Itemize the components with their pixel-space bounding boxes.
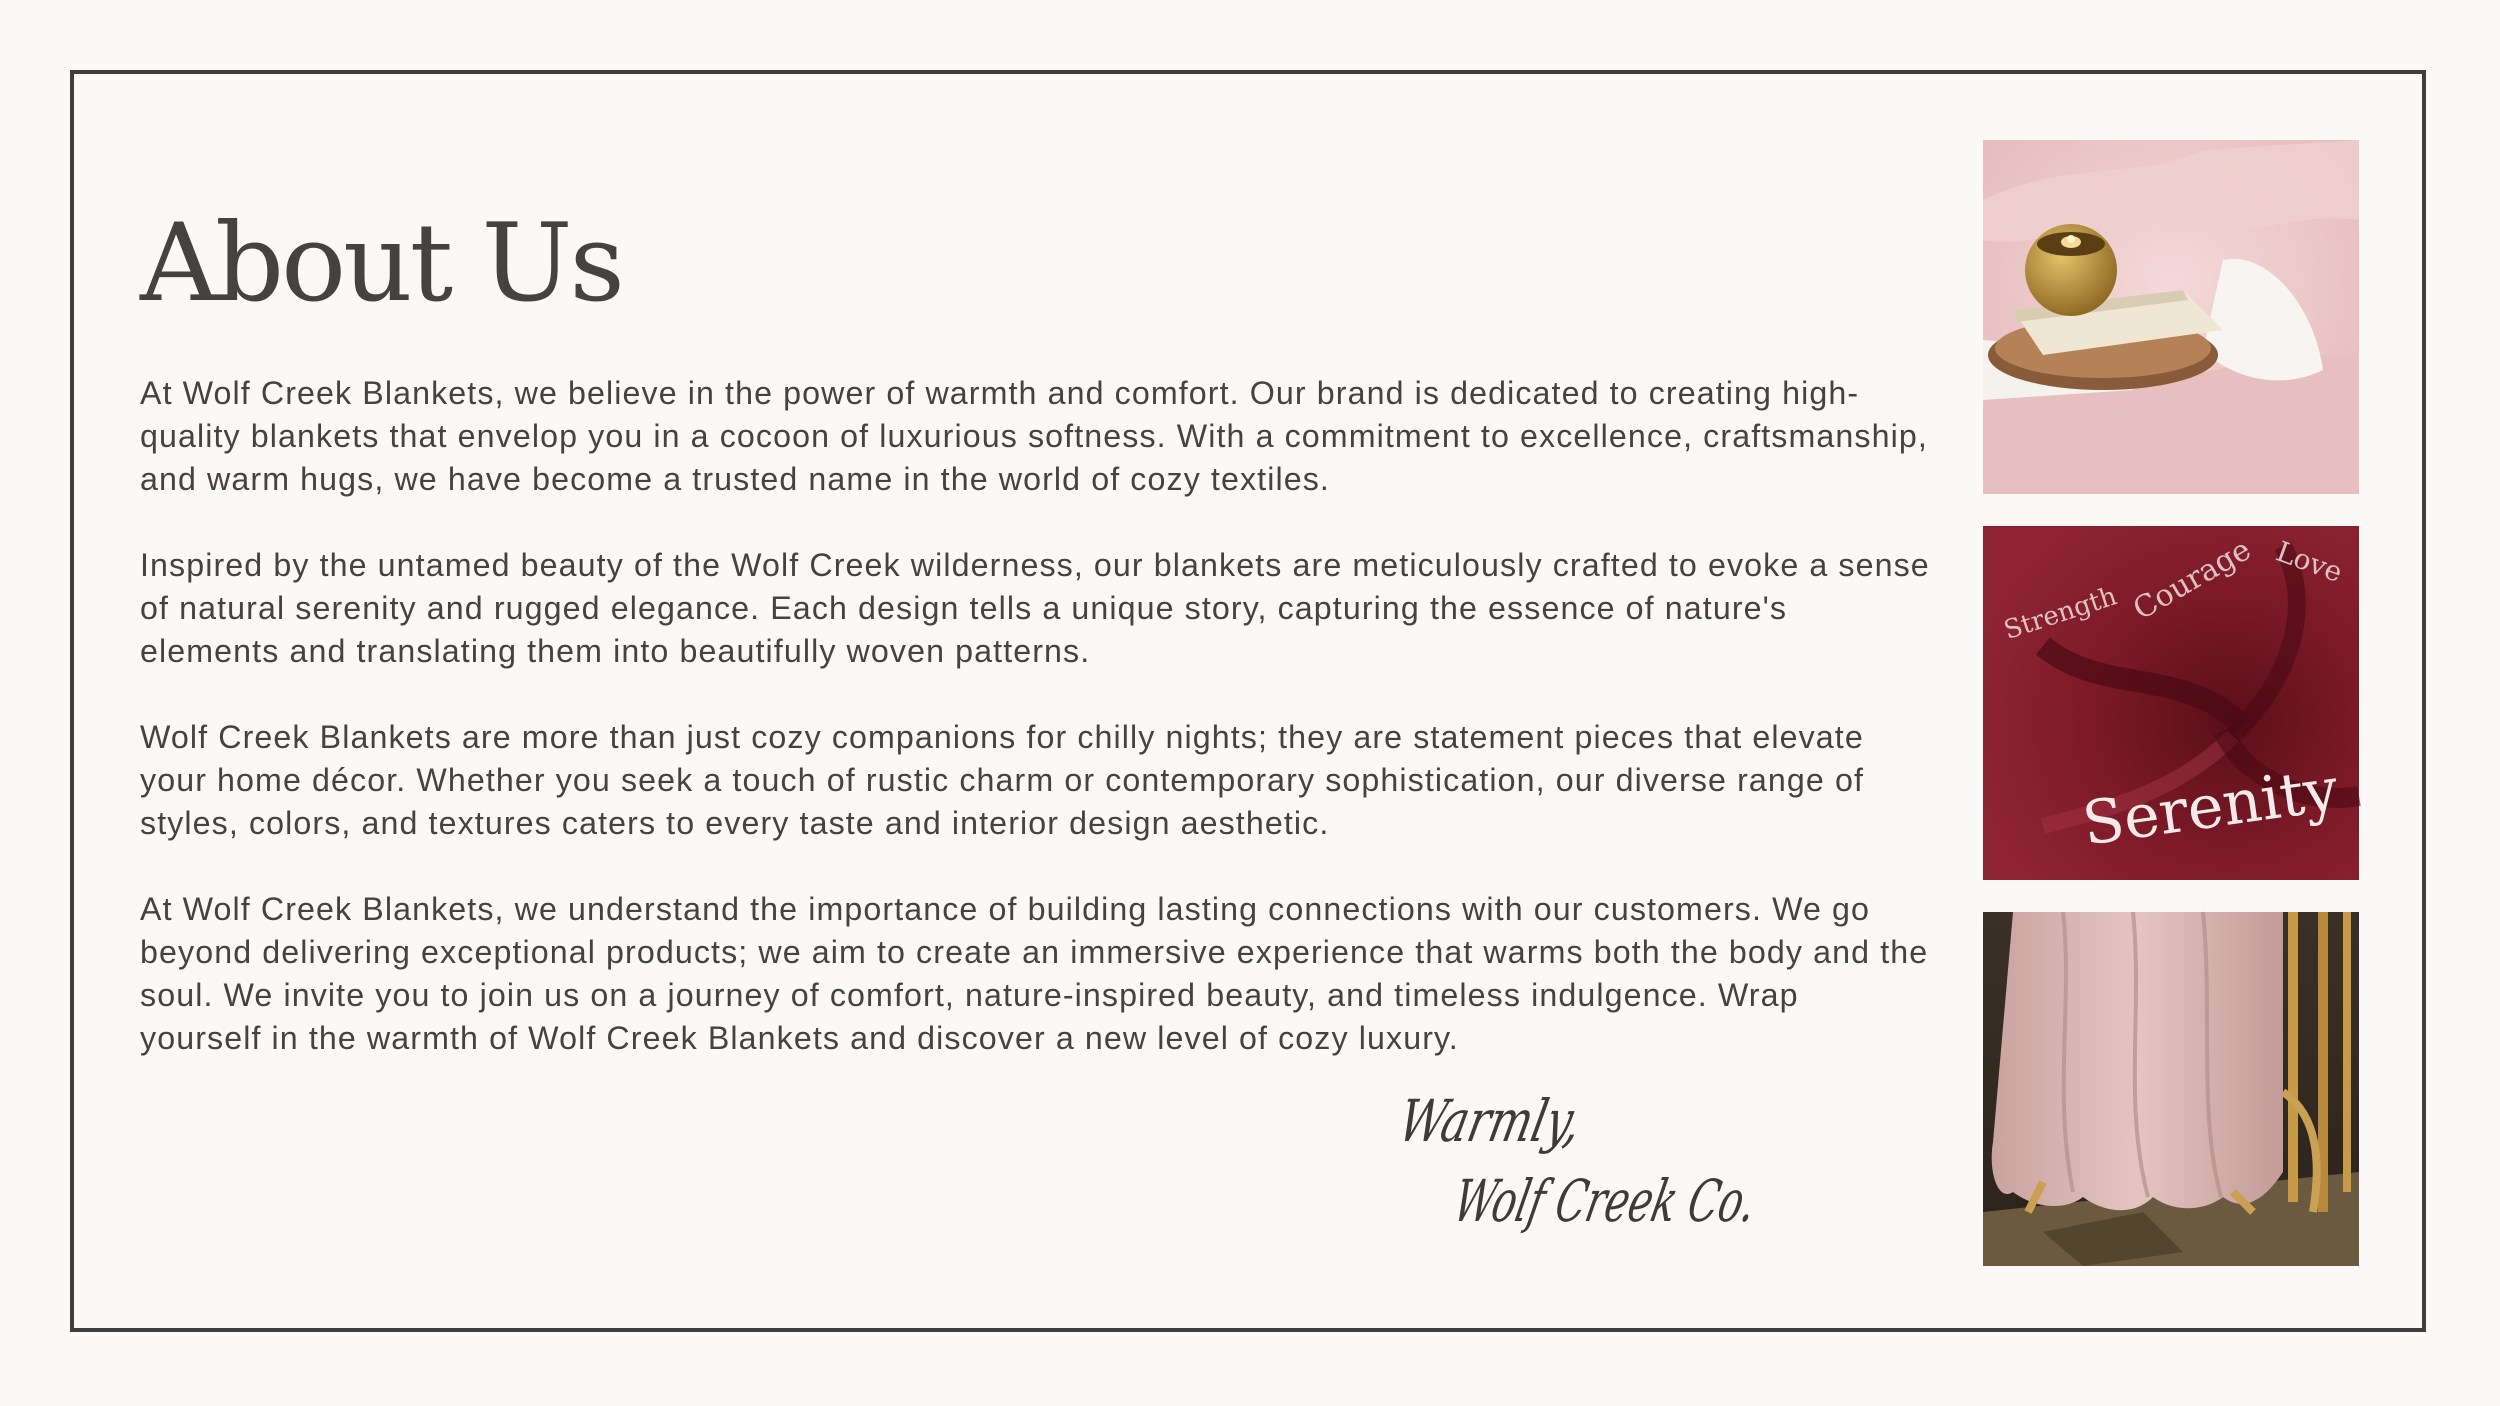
photo-pink-blanket-chair [1983,912,2359,1266]
photo-burgundy-word-blanket [1983,526,2359,880]
photo-word-love: Love [2271,534,2347,589]
signature-line-2: Wolf Creek Co. [1448,1167,1903,1235]
photo-word-strength: Strength [2000,581,2121,646]
about-paragraph-1: At Wolf Creek Blankets, we believe in the power of warmth and comfort. Our brand is dedicated to creating high-quality blankets that envelop you in a cocoon of luxurious softness. With a commitment to excellence, craftsmanship, and warm hugs, we have become a trusted name in the world of cozy textiles. [140,375,1928,497]
about-paragraph-3: Wolf Creek Blankets are more than just cozy companions for chilly nights; they are statement pieces that elevate your home décor. Whether you seek a touch of rustic charm or contemporary sophistication, our diverse range of styles, colors, and textures caters to every taste and interior design aesthetic. [140,719,1865,841]
about-body [140,372,1930,1103]
about-paragraph-2: Inspired by the untamed beauty of the Wolf Creek wilderness, our blankets are meticulously crafted to evoke a sense of natural serenity and rugged elegance. Each design tells a unique story, capturing the essence of nature's elements and translating them into beautifully woven patterns. [140,547,1930,669]
signature [1393,1085,1903,1245]
photo-word-serenity: Serenity [2078,754,2343,860]
photo-pink-blanket-candle [1983,140,2359,494]
signature-line-1: Warmly, [1393,1087,1642,1155]
page-title: About Us [140,201,622,326]
photo-word-courage: Courage [2127,532,2258,628]
about-paragraph-4: At Wolf Creek Blankets, we understand the importance of building lasting connections with our customers. We go beyond delivering exceptional products; we aim to create an immersive experience that warms both the body and the soul. We invite you to join us on a journey of comfort, nature-inspired beauty, and timeless indulgence. Wrap yourself in the warmth of Wolf Creek Blankets and discover a new level of cozy luxury. [140,891,1929,1056]
